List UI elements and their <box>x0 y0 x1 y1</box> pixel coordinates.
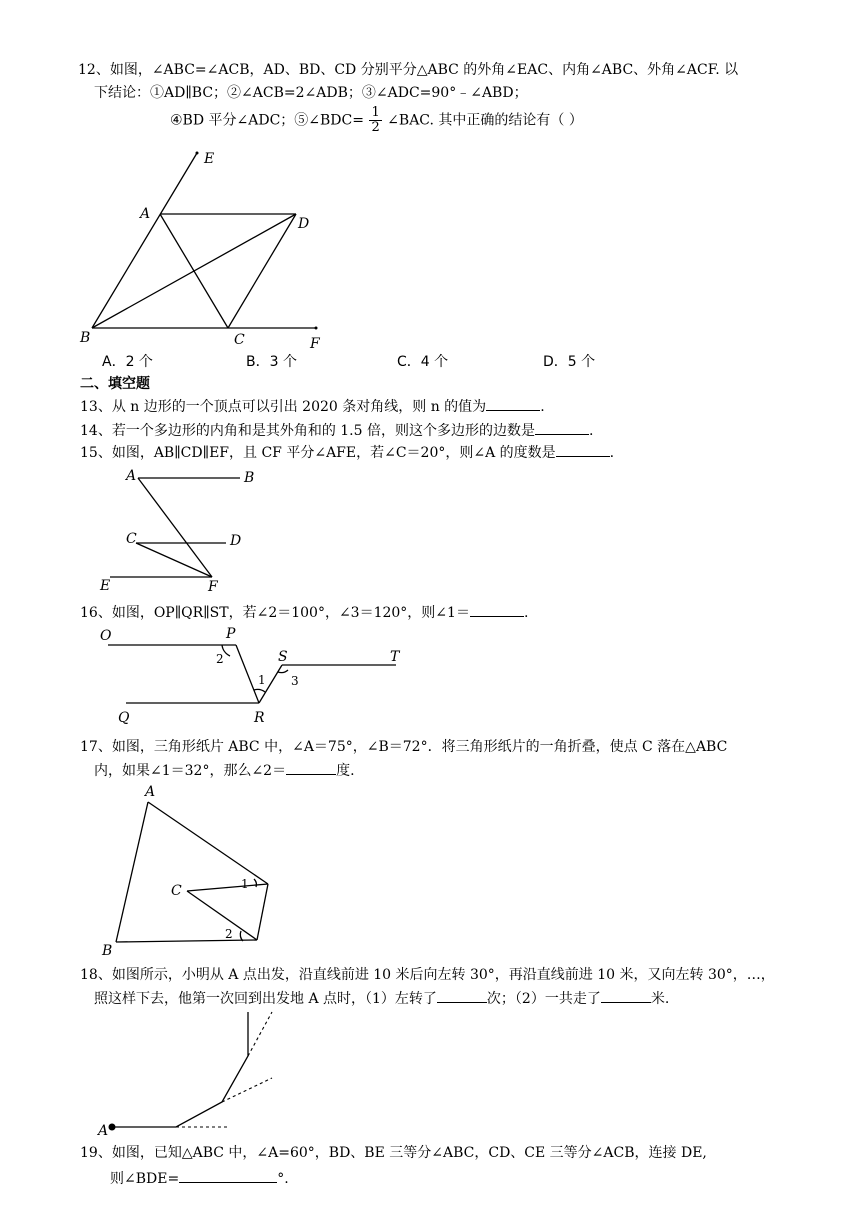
q15-text: 15、如图，AB∥CD∥EF，且 CF 平分∠AFE，若∠C＝20°，则∠A 的度数是 <box>80 445 556 461</box>
q16-end: . <box>523 605 529 621</box>
q12-option-a: A．2 个 <box>102 354 153 370</box>
q18-text-1: 照这样下去，他第一次回到出发地 A 点时，（1）左转了 <box>94 991 437 1007</box>
q15-label-d: D <box>230 533 242 549</box>
q12-label-b: B <box>80 330 91 346</box>
fraction-numerator: 1 <box>371 105 380 120</box>
q19-text: 则∠BDE= <box>110 1171 180 1187</box>
q15-label-a: A <box>126 468 137 484</box>
q16-label-r: R <box>254 710 265 726</box>
q18-text-2: 次；（2）一共走了 <box>486 991 601 1007</box>
q19-line1: 19、如图，已知△ABC 中，∠A=60°，BD、BE 三等分∠ABC，CD、CE 三等分∠ACB，连接 DE, <box>80 1145 707 1161</box>
q12-option-d: D．5 个 <box>543 354 596 370</box>
q12-option-b: B．3 个 <box>246 354 297 370</box>
q16-label-s: S <box>278 649 288 665</box>
q16-angle-3: 3 <box>291 674 299 688</box>
q15-label-c: C <box>126 531 137 547</box>
q16-angle-2: 2 <box>216 652 224 666</box>
q16-angle-1: 1 <box>258 673 266 687</box>
q13-end: . <box>540 399 545 415</box>
q19-line2 <box>110 1168 289 1189</box>
q12-label-d: D <box>298 216 310 232</box>
q19-answer-blank[interactable] <box>179 1168 277 1183</box>
q12-label-e: E <box>204 151 215 167</box>
q12-label-c: C <box>234 332 245 348</box>
q15-end: . <box>609 445 615 461</box>
q17-label-c: C <box>171 883 182 899</box>
q17-text: 内，如果∠1＝32°，那么∠2＝ <box>94 763 287 779</box>
q17-line1: 17、如图，三角形纸片 ABC 中，∠A＝75°，∠B＝72°．将三角形纸片的一角折叠，使点 C 落在△ABC <box>80 739 728 755</box>
q12-line1: 12、如图，∠ABC=∠ACB，AD、BD、CD 分别平分△ABC 的外角∠EAC、内角∠ABC、外角∠ACF. 以 <box>78 62 739 78</box>
q17-angle-1: 1 <box>241 877 249 891</box>
q15-label-e: E <box>100 578 111 594</box>
q18-line1: 18、如图所示，小明从 A 点出发，沿直线前进 10 米后向左转 30°，再沿直线前进 10 米，又向左转 30°，…， <box>80 967 775 983</box>
q13-text: 13、从 n 边形的一个顶点可以引出 2020 条对角线，则 n 的值为 <box>80 399 487 415</box>
q17-end: 度. <box>336 763 355 779</box>
q12-line3-post: ∠BAC. 其中正确的结论有（ ） <box>387 112 583 129</box>
q14-end: . <box>588 423 594 439</box>
q16-label-p: P <box>226 626 236 642</box>
q12-label-a: A <box>140 206 151 222</box>
q12-option-c: C．4 个 <box>397 354 449 370</box>
q17-label-b: B <box>102 943 113 959</box>
q15-label-b: B <box>244 470 255 486</box>
fraction-denominator: 2 <box>371 120 380 135</box>
q15-label-f: F <box>208 579 218 595</box>
q16-label-o: O <box>100 628 112 644</box>
q17-label-a: A <box>145 784 156 800</box>
q17-angle-2: 2 <box>225 927 233 941</box>
section-heading: 二、填空题 <box>80 376 150 392</box>
q16-label-t: T <box>390 649 400 665</box>
q14-text: 14、若一个多边形的内角和是其外角和的 1.5 倍，则这个多边形的边数是 <box>80 423 535 439</box>
q18-label-a: A <box>98 1123 109 1139</box>
q16-text: 16、如图，OP∥QR∥ST，若∠2＝100°，∠3＝120°，则∠1＝ <box>80 605 470 621</box>
q12-line3-pre: ④BD 平分∠ADC；⑤∠BDC= <box>170 112 364 129</box>
q18-end: 米. <box>650 991 670 1007</box>
q12-line2: 下结论：①AD∥BC；②∠ACB=2∠ADB；③∠ADC=90°﹣∠ABD； <box>94 85 528 101</box>
q16-label-q: Q <box>118 710 130 726</box>
q12-label-f: F <box>310 336 320 352</box>
q19-end: °. <box>277 1171 289 1187</box>
